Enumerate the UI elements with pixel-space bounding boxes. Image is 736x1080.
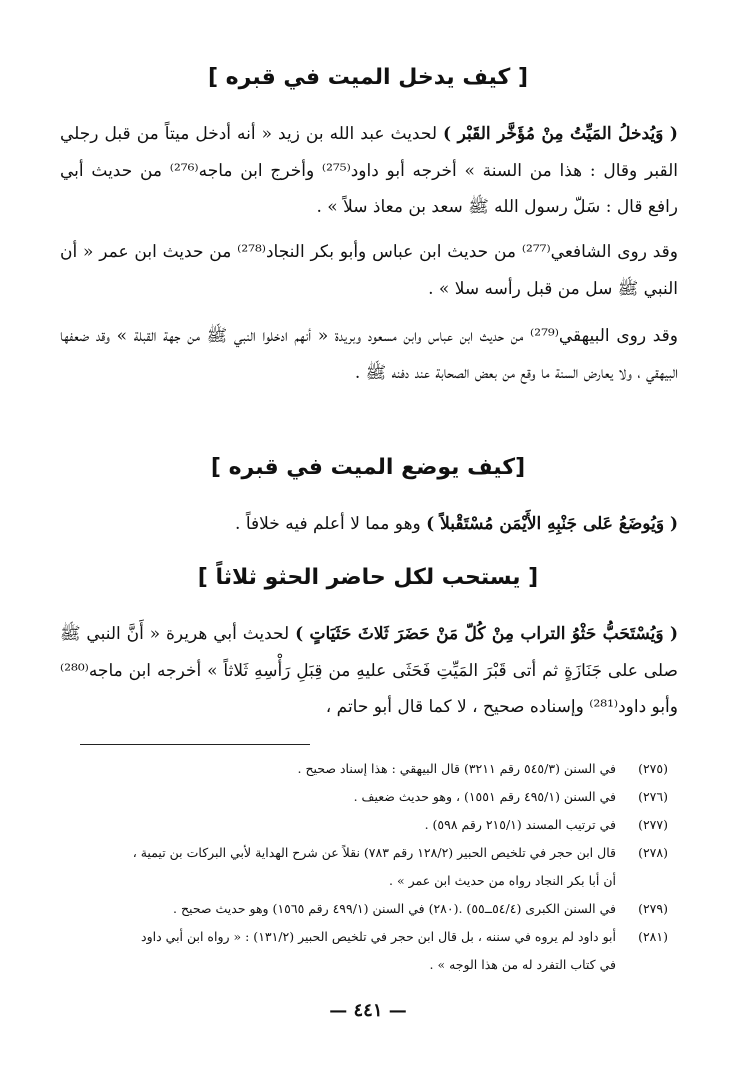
footnote-continuation: في كتاب التفرد له من هذا الوجه » .: [429, 957, 616, 972]
footnote-text: في السنن (٤٩٥/١ رقم ١٥٥١) ، وهو حديث ضعيف .: [353, 789, 616, 804]
commentary-text: وقد روى البيهقي⁽²⁷⁹⁾ من حديث ابن عباس وابن مسعود وبريدة « أنهم ادخلوا النبي ﷺ من جهة القبلة » وقد ضعفها البيهقي ، ولا يعارض السنة ما وقع من بعض الصحابة عند دفنه ﷺ .: [60, 326, 678, 383]
footnote-item: [70, 811, 668, 839]
page-number: — ٤٤١ —: [329, 1000, 407, 1021]
commentary-text: وهو مما لا أعلم فيه خلافاً .: [235, 514, 427, 534]
footnote-number: (٢٧٥): [638, 761, 668, 776]
heading-throwing-soil: [ يستحب لكل حاضر الحثو ثلاثاً ]: [197, 565, 539, 590]
paragraph-placing-body: [60, 506, 678, 543]
footnote-text: قال ابن حجر في تلخيص الحبير (١٢٨/٢ رقم ٧٨٣) نقلاً عن شرح الهداية لأبي البركات بن تيمية ،: [132, 845, 616, 860]
matn-quote: ( وَيُدخلُ المَيِّتُ مِنْ مُؤَخَّر القَبْر ): [443, 124, 678, 144]
footnote-item: [70, 895, 668, 923]
footnote-number: (٢٧٦): [638, 789, 668, 804]
commentary-text: لحديث أبي هريرة « أَنَّ النبي ﷺ صلى على جَنَازَةٍ ثم أتى قَبْرَ المَيِّتِ فَحَثَى عليهِ من قِبَلِ رَأْسِهِ ثَلاثاً » أخرجه ابن ماجه⁽²⁸⁰⁾ وأبو داود⁽²⁸¹⁾ وإسناده صحيح ، لا كما قال أبو حاتم ،: [60, 624, 678, 717]
footnote-divider: [80, 744, 310, 745]
matn-quote: ( وَيُسْتَحَبُّ حَثْوُ التراب مِنْ كُلّ مَنْ حَضَرَ ثَلاثَ حَثَيَاتٍ ): [295, 624, 678, 644]
footnote-item: [70, 839, 668, 895]
footnote-text: في السنن (٥٤٥/٣ رقم ٣٢١١) قال البيهقي : هذا إسناد صحيح .: [297, 761, 616, 776]
footnote-text: في السنن الكبرى (٥٤/٤ــ٥٥) .(٢٨٠) في السنن (٤٩٩/١ رقم ١٥٦٥) وهو حديث صحيح .: [173, 901, 616, 916]
matn-quote: ( وَيُوضَعُ عَلى جَنْبِهِ الأَيْمَن مُسْتَقْبلاً ): [426, 514, 678, 534]
footnote-number: (٢٧٧): [638, 817, 668, 832]
footnote-text: أبو داود لم يروه في سننه ، بل قال ابن حجر في تلخيص الحبير (١٣١/٢) : « رواه ابن أبي داود: [141, 929, 616, 944]
footnote-number: (٢٧٨): [638, 845, 668, 860]
footnote-continuation: أن أبا بكر النجاد رواه من حديث ابن عمر » .: [389, 873, 616, 888]
footnote-item: [70, 755, 668, 783]
paragraph-entering-hadith: [60, 116, 678, 226]
commentary-text: وقد روى الشافعي⁽²⁷⁷⁾ من حديث ابن عباس وأبو بكر النجاد⁽²⁷⁸⁾ من حديث ابن عمر « أن النبي ﷺ سل من قبل رأسه سلا » .: [60, 242, 678, 299]
paragraph-throwing-soil: [60, 616, 678, 726]
footnote-number: (٢٧٩): [638, 901, 668, 916]
heading-entering-grave: [ كيف يدخل الميت في قبره ]: [207, 65, 529, 90]
footnotes-section: [70, 755, 668, 979]
footnote-item: [70, 783, 668, 811]
heading-placing-body: [كيف يوضع الميت في قبره ]: [210, 455, 526, 480]
footnote-number: (٢٨١): [638, 929, 668, 944]
paragraph-shafii-narration: [60, 234, 678, 307]
commentary-text: لحديث عبد الله بن زيد « أنه أدخل ميتاً من قبل رجلي القبر وقال : هذا من السنة » أخرجه أبو داود⁽²⁷⁵⁾ وأخرج ابن ماجه⁽²⁷⁶⁾ من حديث أبي رافع قال : سَلّ رسول الله ﷺ سعد بن معاذ سلاً » .: [60, 124, 678, 217]
paragraph-bayhaqi-narration: [60, 318, 678, 391]
footnote-text: في ترتيب المسند (٢١٥/١ رقم ٥٩٨) .: [424, 817, 616, 832]
footnote-item: [70, 923, 668, 979]
